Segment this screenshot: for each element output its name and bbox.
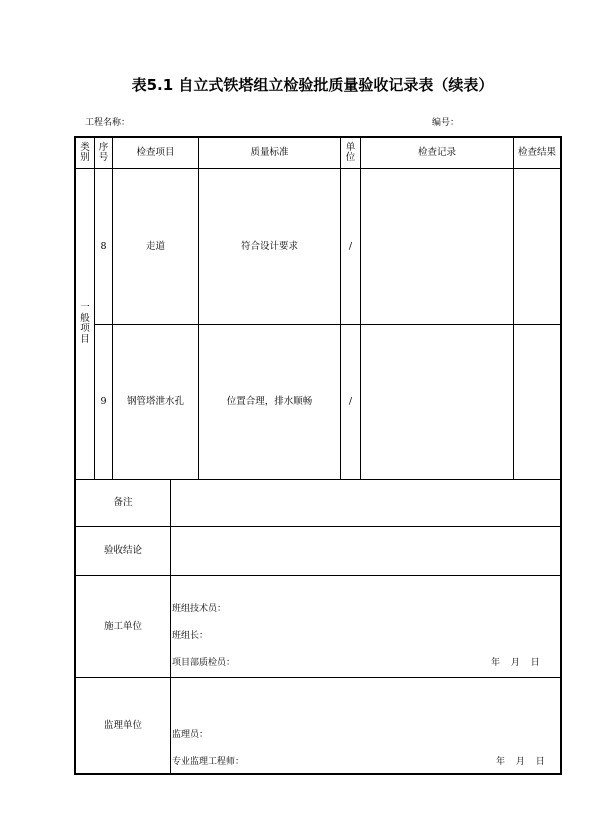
supervision-unit-label: 监理单位 <box>103 719 142 731</box>
header-check-record <box>360 137 514 169</box>
category-label: 一般项目 <box>80 302 90 345</box>
header-sequence <box>94 137 113 169</box>
header-check-item-label: 检查项目 <box>136 147 175 158</box>
team-leader-label: 班组长： <box>172 631 209 641</box>
construction-date-label: 年 月 日 <box>491 658 540 668</box>
header-check-result <box>513 137 561 169</box>
category-cell <box>75 168 95 480</box>
sequence-value: 9 <box>100 396 107 407</box>
unit-cell <box>340 168 361 325</box>
header-unit <box>340 137 361 169</box>
header-quality-standard <box>198 137 341 169</box>
quality-standard-value: 位置合理，排水顺畅 <box>226 396 313 407</box>
quality-standard-value: 符合设计要求 <box>240 240 298 252</box>
remarks-label-cell <box>75 479 171 527</box>
check-result-cell <box>513 324 561 480</box>
remarks-label: 备注 <box>113 497 133 508</box>
check-item-cell <box>112 168 199 325</box>
check-result-cell <box>513 168 561 325</box>
header-sequence-label: 序号 <box>98 141 109 163</box>
team-technician-label: 班组技术员： <box>172 604 227 614</box>
construction-unit-label: 施工单位 <box>103 620 142 632</box>
quality-standard-cell <box>198 324 341 480</box>
sequence-cell <box>94 168 113 325</box>
quality-inspector-label: 项目部质检员： <box>172 658 236 668</box>
supervision-unit-label-cell <box>75 677 171 774</box>
unit-cell <box>340 324 361 480</box>
form-number-label: 编号： <box>432 118 460 128</box>
header-check-record-label: 检查记录 <box>417 147 456 158</box>
header-check-item <box>112 137 199 169</box>
check-record-cell <box>360 324 514 480</box>
header-quality-standard-label: 质量标准 <box>250 147 289 158</box>
check-item-cell <box>112 324 199 480</box>
header-category <box>75 137 95 169</box>
header-category-label: 类别 <box>80 141 90 163</box>
check-item-value: 钢管塔泄水孔 <box>126 396 184 407</box>
check-item-value: 走道 <box>145 240 165 252</box>
quality-standard-cell <box>198 168 341 325</box>
unit-value: / <box>348 396 353 407</box>
sequence-value: 8 <box>100 240 107 252</box>
supervisor-label: 监理员： <box>172 730 209 740</box>
check-record-cell <box>360 168 514 325</box>
conclusion-label-cell <box>75 526 171 576</box>
construction-unit-label-cell <box>75 575 171 678</box>
header-unit-label: 单位 <box>345 141 356 163</box>
header-check-result-label: 检查结果 <box>517 147 556 158</box>
supervision-date-label: 年 月 日 <box>496 757 545 767</box>
form-title: 表5.1 自立式铁塔组立检验批质量验收记录表（续表） <box>131 76 494 94</box>
conclusion-label: 验收结论 <box>103 545 142 556</box>
conclusion-content <box>170 526 561 576</box>
supervision-unit-content <box>170 677 561 774</box>
chief-supervisor-label: 专业监理工程师： <box>172 757 245 767</box>
construction-unit-content <box>170 575 561 678</box>
unit-value: / <box>348 240 353 252</box>
remarks-content <box>170 479 561 527</box>
sequence-cell <box>94 324 113 480</box>
project-name-label: 工程名称： <box>85 118 131 128</box>
